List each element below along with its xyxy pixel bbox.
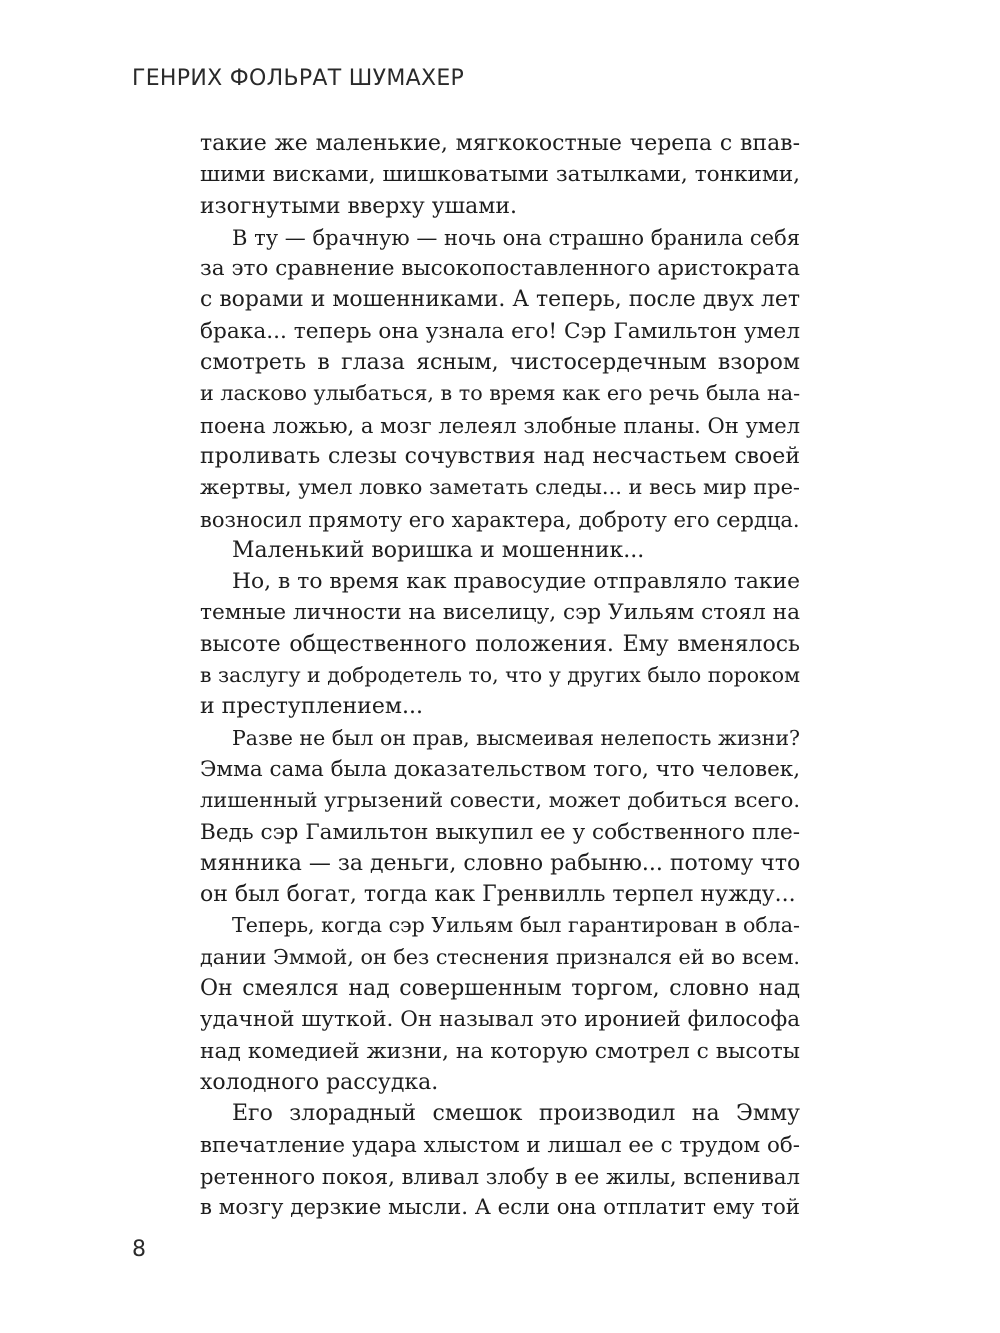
text-line: шими висками, шишковатыми затылками, тонкими, [200,162,800,188]
text-line: и преступлением... [200,694,423,720]
text-line: жертвы, умел ловко заметать следы... и весь мир пре- [200,475,800,500]
page-number: 8 [132,1237,146,1262]
text-line: возносил прямоту его характера, доброту его сердца. [200,506,800,532]
text-line: Маленький воришка и мошенник... [232,537,645,563]
text-line: удачной шуткой. Он называл это иронией философа [200,1007,800,1033]
text-line: с ворами и мошенниками. А теперь, после двух лет [200,287,800,313]
running-title: ГЕНРИХ ФОЛЬРАТ ШУМАХЕР [132,66,465,91]
text-line: высоте общественного положения. Ему вменялось [200,631,800,657]
text-line: мянника — за деньги, словно рабыню... потому что [200,850,801,876]
text-line: лишенный угрызений совести, может добиться всего. [200,788,800,813]
text-line: темные личности на виселицу, сэр Уильям стоял на [200,600,800,626]
text-line: поена ложью, а мозг лелеял злобные планы. Он умел [200,412,800,438]
text-line: он был богат, тогда как Гренвилль терпел нужду... [200,882,796,908]
text-line: и ласково улыбаться, в то время как его речь была на- [200,381,801,406]
text-line: холодного рассудка. [200,1069,439,1095]
text-line: в мозгу дерзкие мысли. А если она отплатит ему той [200,1195,800,1221]
text-line: В ту — брачную — ночь она страшно бранила себя [232,224,800,250]
text-line: Ведь сэр Гамильтон выкупил ее у собственного пле- [200,819,800,845]
text-line: Теперь, когда сэр Уильям был гарантирован в обла- [232,913,800,938]
text-line: ретенного покоя, вливал злобу в ее жилы, вспенивал [200,1163,800,1189]
text-line: впечатление удара хлыстом и лишал ее с трудом об- [200,1132,800,1158]
text-line: изогнутыми вверху ушами. [200,193,517,219]
text-line: Его злорадный смешок производил на Эмму [232,1101,800,1127]
text-line: брака... теперь она узнала его! Сэр Гамильтон умел [200,318,800,344]
body-text [200,128,800,1223]
text-line: над комедией жизни, на которую смотрел с высоты [200,1038,800,1064]
text-line: дании Эммой, он без стеснения признался ей во всем. [200,944,800,969]
text-line: проливать слезы сочувствия над несчастьем своей [200,443,800,469]
text-line: смотреть в глаза ясным, чистосердечным взором [200,350,800,376]
text-line: Он смеялся над совершенным торгом, словно над [200,976,800,1002]
text-line: Разве не был он прав, высмеивая нелепость жизни? [232,725,800,750]
text-line: Эмма сама была доказательством того, что человек, [200,756,801,782]
text-line: Но, в то время как правосудие отправляло такие [232,569,800,595]
text-line: в заслугу и добродетель то, что у других было пороком [200,663,800,688]
text-line: такие же маленькие, мягкокостные черепа с впав- [200,131,800,156]
text-line: за это сравнение высокопоставленного аристократа [200,256,800,282]
